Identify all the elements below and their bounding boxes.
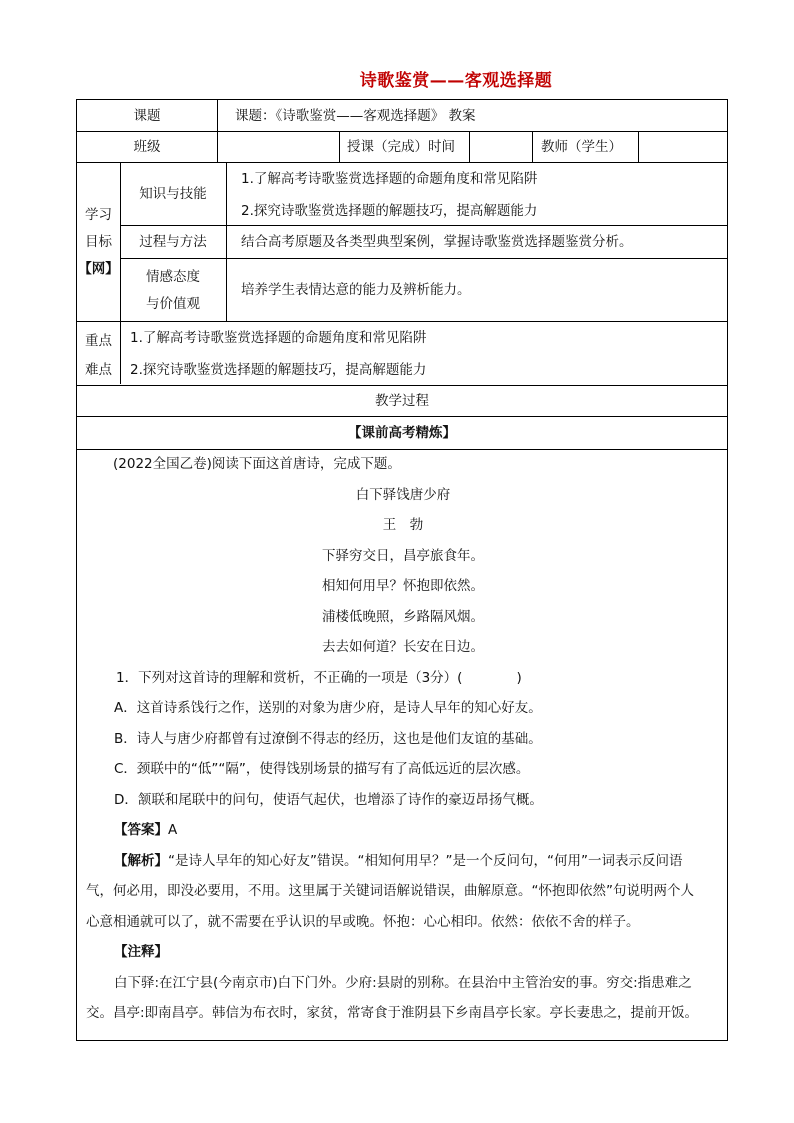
emotion-label-line: 情感态度 (146, 269, 200, 285)
answer-line (86, 815, 720, 846)
exercise-body (86, 449, 720, 1029)
question-option: B．诗人与唐少府都曾有过潦倒不得志的经历，这也是他们友谊的基础。 (114, 730, 542, 747)
key-point-item: 1.了解高考诗歌鉴赏选择题的命题角度和常见陷阱 (130, 330, 427, 346)
time-label: 授课（完成）时间 (347, 139, 455, 155)
knowledge-item: 1.了解高考诗歌鉴赏选择题的命题角度和常见陷阱 (241, 171, 538, 187)
question-option: C．颈联中的“低”“隔”，使得饯别场景的描写有了高低远近的层次感。 (114, 761, 530, 777)
document-title: 诗歌鉴赏——客观选择题 (359, 71, 553, 91)
question-option: A．这首诗系饯行之作，送别的对象为唐少府，是诗人早年的知心好友。 (114, 700, 542, 716)
poem-line: 浦楼低晚照，乡路隔风烟。 (322, 608, 484, 625)
poem-line: 下驿穷交日，昌亭旅食年。 (322, 547, 484, 564)
section-heading: 【课前高考精炼】 (348, 425, 456, 441)
poem-line: 去去如何道？长安在日边。 (322, 639, 484, 655)
question-stem: 1．下列对这首诗的理解和赏析，不正确的一项是（3分）( ) (116, 669, 522, 686)
poem-line: 相知何用早？怀抱即依然。 (322, 578, 484, 594)
process-text: 结合高考原题及各类型典型案例，掌握诗歌鉴赏选择题鉴赏分析。 (241, 234, 633, 250)
analysis-text: 心意相通就可以了，就不需要在乎认识的早或晚。怀抱：心心相印。依然：依依不舍的样子。 (86, 913, 640, 930)
intro-text: (2022全国乙卷)阅读下面这首唐诗，完成下题。 (113, 456, 401, 472)
key-points-label-line: 重点 (85, 333, 112, 349)
analysis-text: “是诗人早年的知心好友”错误。“相知何用早？”是一个反问句，“何用”一词表示反问语 (168, 852, 683, 869)
poem-title: 白下驿饯唐少府 (355, 486, 451, 503)
knowledge-label: 知识与技能 (139, 186, 207, 202)
knowledge-item: 2.探究诗歌鉴赏选择题的解题技巧，提高解题能力 (241, 203, 538, 219)
goals-label-line: 学习 (85, 207, 112, 223)
notes-text: 白下驿:在江宁县(今南京市)白下门外。少府:县尉的别称。在县治中主管治安的事。穷交:指患难之 (114, 974, 692, 991)
goals-label-line: 目标 (85, 234, 112, 250)
answer-value: A (168, 822, 178, 838)
notes-label: 【注释】 (114, 944, 168, 960)
analysis-line (86, 846, 720, 877)
key-point-item: 2.探究诗歌鉴赏选择题的解题技巧，提高解题能力 (130, 362, 427, 378)
teacher-label: 教师（学生） (541, 139, 622, 155)
poem-author: 王 勃 (382, 517, 424, 533)
analysis-text: 气，何必用，即没必要用，不用。这里属于关键词语解说错误，曲解原意。“怀抱即依然”句说明两个人 (86, 883, 694, 899)
answer-label: 【答案】 (114, 822, 168, 838)
key-points-label-line: 难点 (85, 362, 112, 378)
notes-text: 交。昌亭:即南昌亭。韩信为布衣时，家贫，常寄食于淮阴县下乡南昌亭长家。亭长妻患之，提前开饭。 (86, 1005, 699, 1021)
emotion-text: 培养学生表情达意的能力及辨析能力。 (241, 282, 471, 298)
class-label: 班级 (133, 139, 161, 155)
goals-label-line: 【网】 (78, 261, 119, 277)
topic-value: 课题：《诗歌鉴赏——客观选择题》 教案 (235, 108, 476, 124)
emotion-label-line: 与价值观 (146, 296, 200, 312)
goals-label (77, 202, 120, 283)
process-label: 过程与方法 (139, 234, 207, 250)
emotion-label (120, 264, 226, 318)
key-points-label (77, 327, 120, 385)
question-option: D．颔联和尾联中的问句，使语气起伏，也增添了诗作的豪迈昂扬气概。 (114, 791, 543, 808)
topic-label: 课题 (133, 108, 161, 124)
process-heading: 教学过程 (375, 393, 429, 409)
analysis-label: 【解析】 (114, 852, 168, 869)
